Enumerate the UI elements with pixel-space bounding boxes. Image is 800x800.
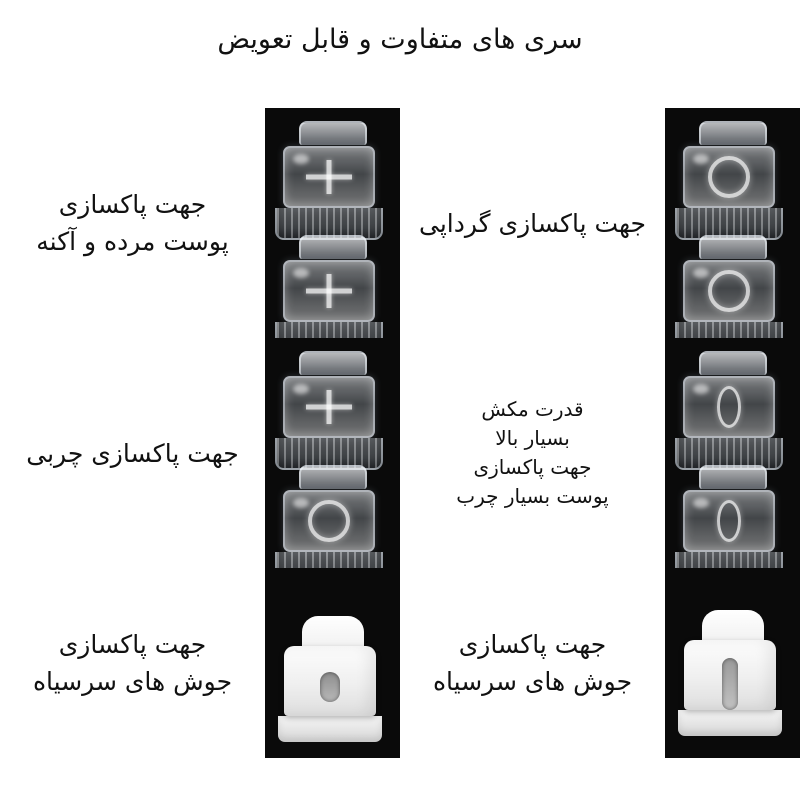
- feature-caption-row1-right: [400, 205, 665, 242]
- nozzle-top-cap: [699, 121, 767, 145]
- nozzle-photo-cross-aperture-pair: [265, 108, 400, 338]
- clear-nozzle-oval-aperture-icon: [683, 376, 775, 438]
- clear-nozzle-cross-aperture-icon: [283, 260, 375, 322]
- caption-line: جهت پاکسازی گرداپی: [418, 208, 647, 238]
- clear-nozzle-round-aperture-icon: [283, 490, 375, 552]
- nozzle-skirt: [675, 322, 783, 338]
- white-nozzle-skirt: [678, 710, 782, 736]
- caption-line: قدرت مکش: [481, 397, 584, 421]
- feature-caption-row3-left: [0, 626, 265, 700]
- feature-item-row2-right: [400, 338, 800, 568]
- caption-line: جوش های سرسیاه: [32, 667, 233, 696]
- feature-grid: [0, 108, 800, 768]
- white-nozzle-dome: [702, 610, 764, 640]
- nozzle-photo-round-aperture-pair: [665, 108, 800, 338]
- feature-item-row1-right: [400, 108, 800, 338]
- white-nozzle-dome: [302, 616, 364, 646]
- clear-nozzle-round-aperture-icon: [683, 146, 775, 208]
- caption-line: بسیار بالا: [495, 426, 570, 450]
- nozzle-skirt: [275, 552, 383, 568]
- caption-line: جهت پاکسازی: [58, 190, 207, 219]
- white-nozzle-s-slot-icon: [284, 646, 376, 716]
- nozzle-top-cap: [299, 235, 367, 259]
- feature-caption-row2-left: [0, 435, 265, 472]
- nozzle-top-cap: [299, 121, 367, 145]
- caption-line: جهت پاکسازی چربی: [26, 438, 239, 468]
- clear-nozzle-cross-aperture-icon: [283, 146, 375, 208]
- caption-line: پوست بسیار چرب: [456, 484, 609, 508]
- nozzle-photo-white-s-slot: [265, 568, 400, 758]
- feature-item-row3-left: [0, 568, 400, 758]
- nozzle-top-cap: [699, 235, 767, 259]
- nozzle-skirt: [675, 552, 783, 568]
- feature-caption-row2-right: [400, 395, 665, 511]
- caption-line: جهت پاکسازی: [58, 630, 207, 659]
- page-title: سری های متفاوت و قابل تعویض: [217, 24, 583, 55]
- feature-caption-row3-right: [400, 626, 665, 700]
- s-slot-aperture: [320, 672, 340, 702]
- caption-line: پوست مرده و آکنه: [36, 227, 229, 256]
- nozzle-photo-cross-aperture-pair-2: [265, 338, 400, 568]
- feature-item-row1-left: [0, 108, 400, 338]
- feature-item-row3-right: [400, 568, 800, 758]
- clear-nozzle-round-aperture-icon: [683, 260, 775, 322]
- feature-caption-row1-left: [0, 186, 265, 260]
- nozzle-top-cap: [299, 351, 367, 375]
- white-nozzle-long-slot-icon: [684, 640, 776, 710]
- long-slot-aperture: [722, 658, 738, 710]
- clear-nozzle-cross-aperture-icon: [283, 376, 375, 438]
- nozzle-photo-oval-aperture-pair: [665, 338, 800, 568]
- white-nozzle-skirt: [278, 716, 382, 742]
- nozzle-photo-white-long-slot: [665, 568, 800, 758]
- nozzle-top-cap: [699, 351, 767, 375]
- nozzle-top-cap: [699, 465, 767, 489]
- clear-nozzle-oval-aperture-icon: [683, 490, 775, 552]
- caption-line: جهت پاکسازی: [458, 630, 607, 659]
- feature-item-row2-left: [0, 338, 400, 568]
- nozzle-top-cap: [299, 465, 367, 489]
- caption-line: جهت پاکسازی: [473, 455, 592, 479]
- nozzle-skirt: [275, 322, 383, 338]
- caption-line: جوش های سرسیاه: [432, 667, 633, 696]
